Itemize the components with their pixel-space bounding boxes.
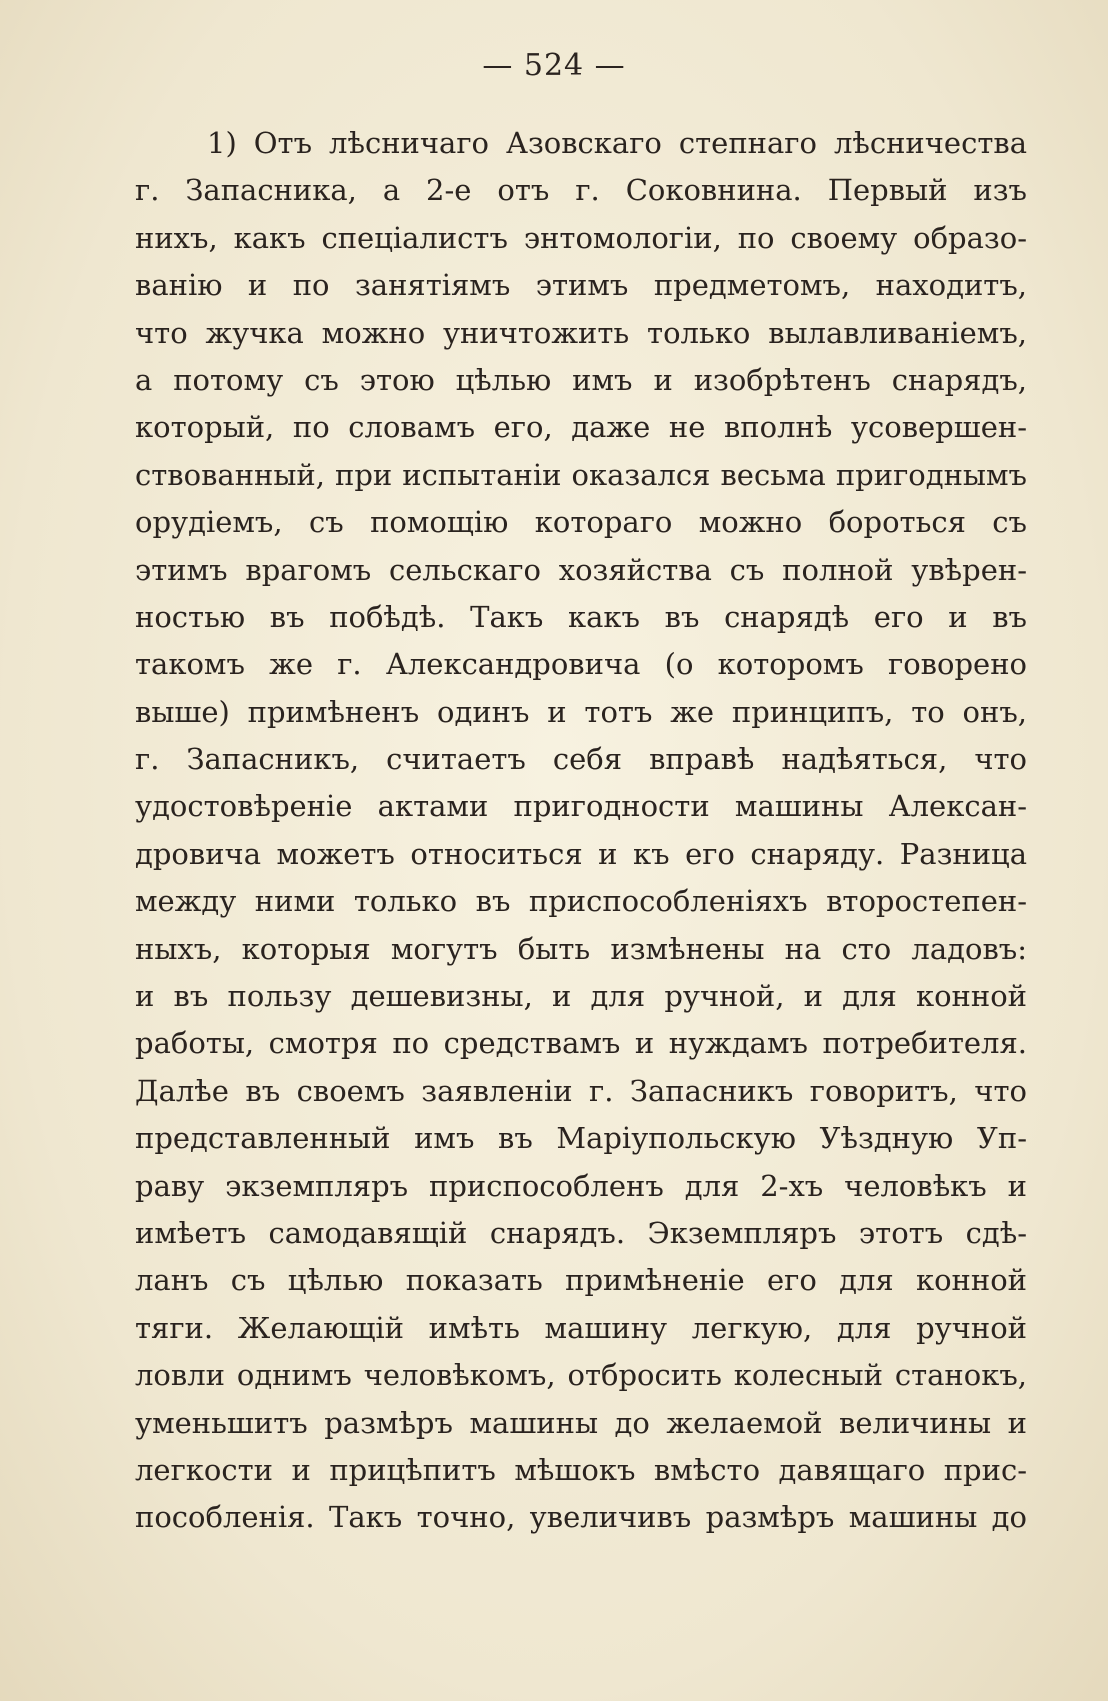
text-line: между ними только въ приспособленіяхъ второстепен- xyxy=(135,884,1027,919)
text-line: г. Запасникъ, считаетъ себя вправѣ надѣяться, что xyxy=(135,742,1027,777)
text-line: имѣетъ самодавящій снарядъ. Экземпляръ этотъ сдѣ- xyxy=(135,1215,1027,1250)
text-line: пособленія. Такъ точно, увеличивъ размѣръ машины до xyxy=(135,1500,1027,1535)
text-line: а потому съ этою цѣлью имъ и изобрѣтенъ снарядъ, xyxy=(135,362,1027,397)
text-line: легкости и прицѣпитъ мѣшокъ вмѣсто давящаго прис- xyxy=(135,1452,1027,1487)
page-number: — 524 — xyxy=(482,48,626,83)
text-line: и въ пользу дешевизны, и для ручной, и для конной xyxy=(135,979,1027,1014)
text-line: такомъ же г. Александровича (о которомъ говорено xyxy=(135,647,1027,682)
text-line: уменьшитъ размѣръ машины до желаемой величины и xyxy=(135,1405,1027,1440)
text-line: г. Запасника, а 2-е отъ г. Соковнина. Первый изъ xyxy=(135,173,1027,208)
text-line: удостовѣреніе актами пригодности машины Алексан- xyxy=(135,789,1027,824)
text-line: дровича можетъ относиться и къ его снаряду. Разница xyxy=(135,836,1027,871)
text-line: нихъ, какъ спеціалистъ энтомологіи, по своему образо- xyxy=(135,220,1027,255)
text-line: ностью въ побѣдѣ. Такъ какъ въ снарядѣ его и въ xyxy=(135,599,1027,634)
text-line: ланъ съ цѣлью показать примѣненіе его для конной xyxy=(135,1263,1027,1298)
text-line: ныхъ, которыя могутъ быть измѣнены на сто ладовъ: xyxy=(135,931,1027,966)
body-text xyxy=(135,120,1027,1542)
text-line: представленный имъ въ Маріупольскую Уѣздную Уп- xyxy=(135,1121,1027,1156)
text-line: Далѣе въ своемъ заявленіи г. Запасникъ говоритъ, что xyxy=(135,1073,1027,1108)
text-line: выше) примѣненъ одинъ и тотъ же принципъ, то онъ, xyxy=(135,694,1027,729)
text-line: ловли однимъ человѣкомъ, отбросить колесный станокъ, xyxy=(135,1358,1027,1393)
text-line: тяги. Желающій имѣть машину легкую, для ручной xyxy=(135,1310,1027,1345)
text-line: работы, смотря по средствамъ и нуждамъ потребителя. xyxy=(135,1026,1027,1061)
text-line: орудіемъ, съ помощію котораго можно бороться съ xyxy=(135,505,1027,540)
text-line: что жучка можно уничтожить только вылавливаніемъ, xyxy=(135,315,1027,350)
text-line: 1) Отъ лѣсничаго Азовскаго степнаго лѣсничества xyxy=(207,126,1027,160)
text-line: который, по словамъ его, даже не вполнѣ усовершен- xyxy=(135,410,1027,445)
text-line: этимъ врагомъ сельскаго хозяйства съ полной увѣрен- xyxy=(135,552,1027,587)
text-line: раву экземпляръ приспособленъ для 2-хъ человѣкъ и xyxy=(135,1168,1027,1203)
text-line: ствованный, при испытаніи оказался весьма пригоднымъ xyxy=(135,457,1027,492)
text-line: ванію и по занятіямъ этимъ предметомъ, находитъ, xyxy=(135,268,1027,303)
